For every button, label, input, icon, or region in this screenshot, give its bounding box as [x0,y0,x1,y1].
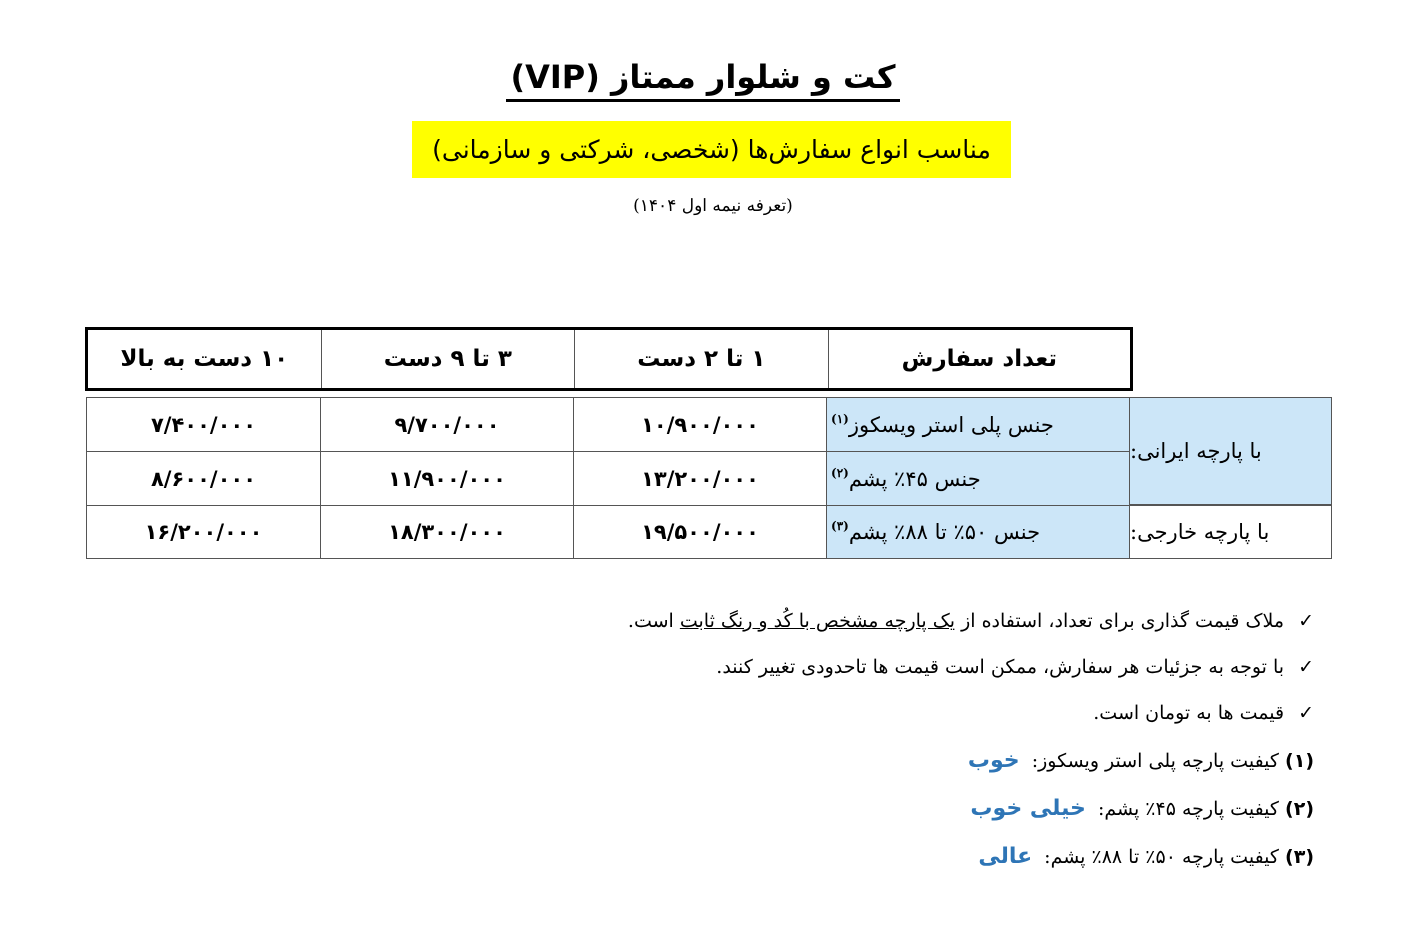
price-table [86,397,1332,559]
page-title: کت و شلوار ممتاز (VIP) [0,54,1406,102]
price-cell: ۱۰/۹۰۰/۰۰۰ [573,397,827,452]
footnote-marker: (۱) [831,411,849,426]
price-cell: ۱۸/۳۰۰/۰۰۰ [320,505,574,559]
fabric-type [826,397,1130,452]
fabric-type-label: جنس ۵۰٪ تا ۸۸٪ پشم [848,520,1041,544]
header-10-plus: ۱۰ دست به بالا [120,346,289,372]
footnote-3: (۳) کیفیت پارچه ۵۰٪ تا ۸۸٪ پشم: عالی [978,844,1314,869]
header-order-count: تعداد سفارش [828,330,1130,388]
fabric-type-label: جنس پلی استر ویسکوز [848,412,1054,437]
footnote-marker: (۲) [831,465,849,480]
price-cell: ۸/۶۰۰/۰۰۰ [86,451,321,506]
quality-label: عالی [978,844,1033,869]
group-foreign-fabric: با پارچه خارجی: [1129,505,1332,559]
checkmark-icon: ✓ [1298,702,1314,724]
footnote-marker: (۳) [831,519,849,533]
subtitle-highlight: مناسب انواع سفارش‌ها (شخصی، شرکتی و سازمانی) [412,121,1011,178]
quality-label: خیلی خوب [970,796,1086,821]
group-iranian-fabric: با پارچه ایرانی: [1129,397,1332,505]
checkmark-icon: ✓ [1298,656,1314,678]
note-pricing-basis: ✓ملاک قیمت گذاری برای تعداد، استفاده از یک پارچه مشخص با کُد و رنگ ثابت است. [627,610,1314,632]
header-1-2: ۱ تا ۲ دست [574,330,828,388]
price-cell: ۱۳/۲۰۰/۰۰۰ [573,451,827,506]
price-cell: ۷/۴۰۰/۰۰۰ [86,397,321,452]
order-count-header [85,327,1133,391]
price-cell: ۱۹/۵۰۰/۰۰۰ [573,505,827,559]
header-3-9: ۳ تا ۹ دست [321,330,575,388]
note-underlined: یک پارچه مشخص با کُد و رنگ ثابت [679,610,956,632]
fabric-type [826,451,1130,506]
tariff-period: (تعرفه نیمه اول ۱۴۰۴) [633,196,793,216]
footnote-2: (۲) کیفیت پارچه ۴۵٪ پشم: خیلی خوب [970,796,1314,821]
note-currency: ✓قیمت ها به تومان است. [1093,702,1314,724]
checkmark-icon: ✓ [1298,610,1314,632]
fabric-type [826,505,1130,559]
note-price-variation: ✓با توجه به جزئیات هر سفارش، ممکن است قیمت ها تاحدودی تغییر کنند. [716,656,1314,678]
fabric-type-label: جنس ۴۵٪ پشم [848,466,981,491]
price-cell: ۹/۷۰۰/۰۰۰ [320,397,574,452]
footnote-1: (۱) کیفیت پارچه پلی استر ویسکوز: خوب [967,748,1314,773]
price-cell: ۱۶/۲۰۰/۰۰۰ [86,505,321,559]
quality-label: خوب [967,748,1020,773]
price-cell: ۱۱/۹۰۰/۰۰۰ [320,451,574,506]
